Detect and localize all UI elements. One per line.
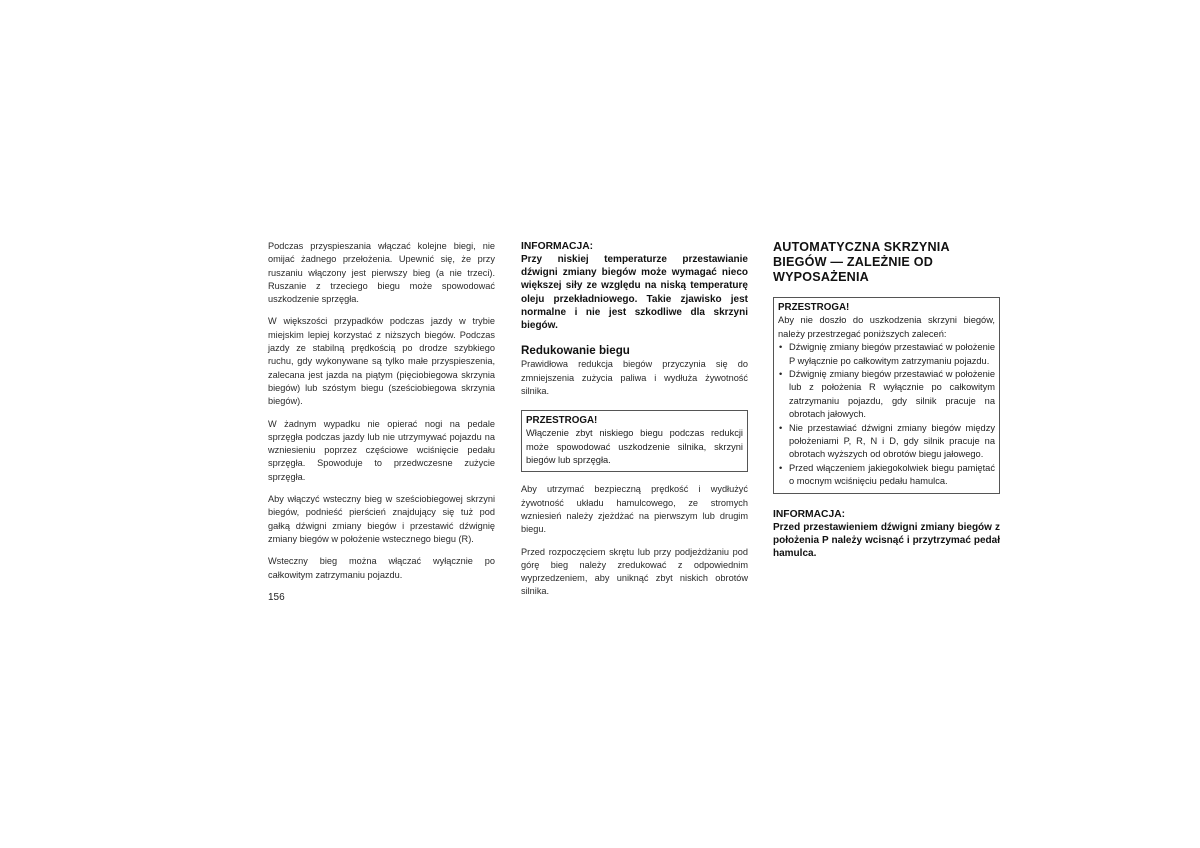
paragraph-gear-shifting: Podczas przyspieszania włączać kolejne biegi, nie omijać żadnego przełożenia. Upewnić się, że przy ruszaniu włączony jest pierwszy bieg (a nie trzeci). Ruszanie z trzeciego biegu może spowodować uszkodzenie sprzęgła. bbox=[268, 241, 495, 305]
paragraph-reverse-stop: Wsteczny bieg można włączać wyłącznie po całkowitym zatrzymaniu pojazdu. bbox=[268, 556, 495, 580]
subheading-downshifting: Redukowanie biegu bbox=[521, 344, 630, 358]
bullet-icon: • bbox=[779, 342, 783, 353]
info-label: INFORMACJA: bbox=[521, 241, 594, 252]
info-text-brake-pedal: Przed przestawieniem dźwigni zmiany biegów z położenia P należy wcisnąć i przytrzymać pedał hamulca. bbox=[773, 521, 1000, 560]
paragraph-steep-hills: Aby utrzymać bezpieczną prędkość i wydłużyć żywotność układu hamulcowego, ze stromych wzniesień należy zjeżdżać na pierwszym lub drugim biegu. bbox=[521, 484, 748, 535]
caution-bullet-list bbox=[778, 341, 995, 488]
list-item: • Nie przestawiać dźwigni zmiany biegów między położeniami P, R, N i D, gdy silnik pracuje na obrotach wyższych od obrotów biegu jałowego. bbox=[779, 422, 995, 460]
bullet-icon: • bbox=[779, 462, 783, 473]
paragraph-city-driving: W większości przypadków podczas jazdy w trybie miejskim lepiej korzystać z niższych biegów. Podczas jazdy ze stabilną prędkością po drodze szybkiego ruchu, gdy wykonywane są tylko małe przyspieszenia, zalecana jest jazda na piątym (pięciobiegowa skrzynia biegów) lub szóstym biegu (sześciobiegowa skrzynia biegów). bbox=[268, 316, 495, 407]
paragraph-clutch-pedal: W żadnym wypadku nie opierać nogi na pedale sprzęgła podczas jazdy lub nie utrzymywać pojazdu na wzniesieniu poprzez częściowe wciśnięcie pedału sprzęgła. Spowoduje to przedwczesne zużycie sprzęgła. bbox=[268, 418, 495, 482]
paragraph-downshifting: Prawidłowa redukcja biegów przyczynia się do zmniejszenia zużycia paliwa i wydłuża żywotność silnika. bbox=[521, 359, 748, 396]
middle-column bbox=[521, 240, 748, 608]
section-title-automatic-transmission: AUTOMATYCZNA SKRZYNIA BIEGÓW — ZALEŻNIE OD WYPOSAŻENIA bbox=[773, 240, 950, 284]
left-column bbox=[268, 240, 495, 591]
bullet-icon: • bbox=[779, 422, 783, 433]
info-label: INFORMACJA: bbox=[773, 508, 846, 520]
caution-box-downshift bbox=[521, 410, 748, 472]
caution-title: PRZESTROGA! bbox=[526, 415, 598, 427]
page-number: 156 bbox=[268, 592, 285, 603]
caution-box-automatic bbox=[773, 297, 1000, 493]
caution-title: PRZESTROGA! bbox=[778, 302, 850, 314]
bullet-icon: • bbox=[779, 369, 783, 380]
paragraph-reverse-gear: Aby włączyć wsteczny bieg w sześciobiegowej skrzyni biegów, podnieść pierścień znajdujący się tuż pod gałką dźwigni zmiany biegów i przestawić dźwignię zmiany biegów w położenie wstecznego biegu (R). bbox=[268, 494, 495, 544]
caution-intro: Aby nie doszło do uszkodzenia skrzyni biegów, należy przestrzegać poniższych zaleceń: bbox=[778, 315, 995, 339]
list-item: • Dźwignię zmiany biegów przestawiać w położenie lub z położenia R wyłącznie po całkowitym zatrzymaniu pojazdu, gdy silnik pracuje na obrotach jałowych. bbox=[779, 369, 995, 420]
list-item: • Dźwignię zmiany biegów przestawiać w położenie P wyłącznie po całkowitym zatrzymaniu pojazdu. bbox=[779, 342, 995, 366]
paragraph-turning: Przed rozpoczęciem skrętu lub przy podjeżdżaniu pod górę bieg należy zredukować z odpowiednim wyprzedzeniem, aby uniknąć zbyt niskich obrotów silnika. bbox=[521, 546, 748, 597]
caution-text: Włączenie zbyt niskiego biegu podczas redukcji może spowodować uszkodzenie silnika, skrzyni biegów lub sprzęgła. bbox=[526, 428, 743, 465]
list-item: • Przed włączeniem jakiegokolwiek biegu pamiętać o mocnym wciśnięciu pedału hamulca. bbox=[779, 462, 995, 487]
right-column bbox=[773, 240, 1000, 560]
info-text-cold-temperature: Przy niskiej temperaturze przestawianie dźwigni zmiany biegów może wymagać nieco większej siły ze względu na niską temperaturę oleju przekładniowego. Takie zjawisko jest normalne i nie jest szkodliwe dla skrzyni biegów. bbox=[521, 254, 748, 332]
